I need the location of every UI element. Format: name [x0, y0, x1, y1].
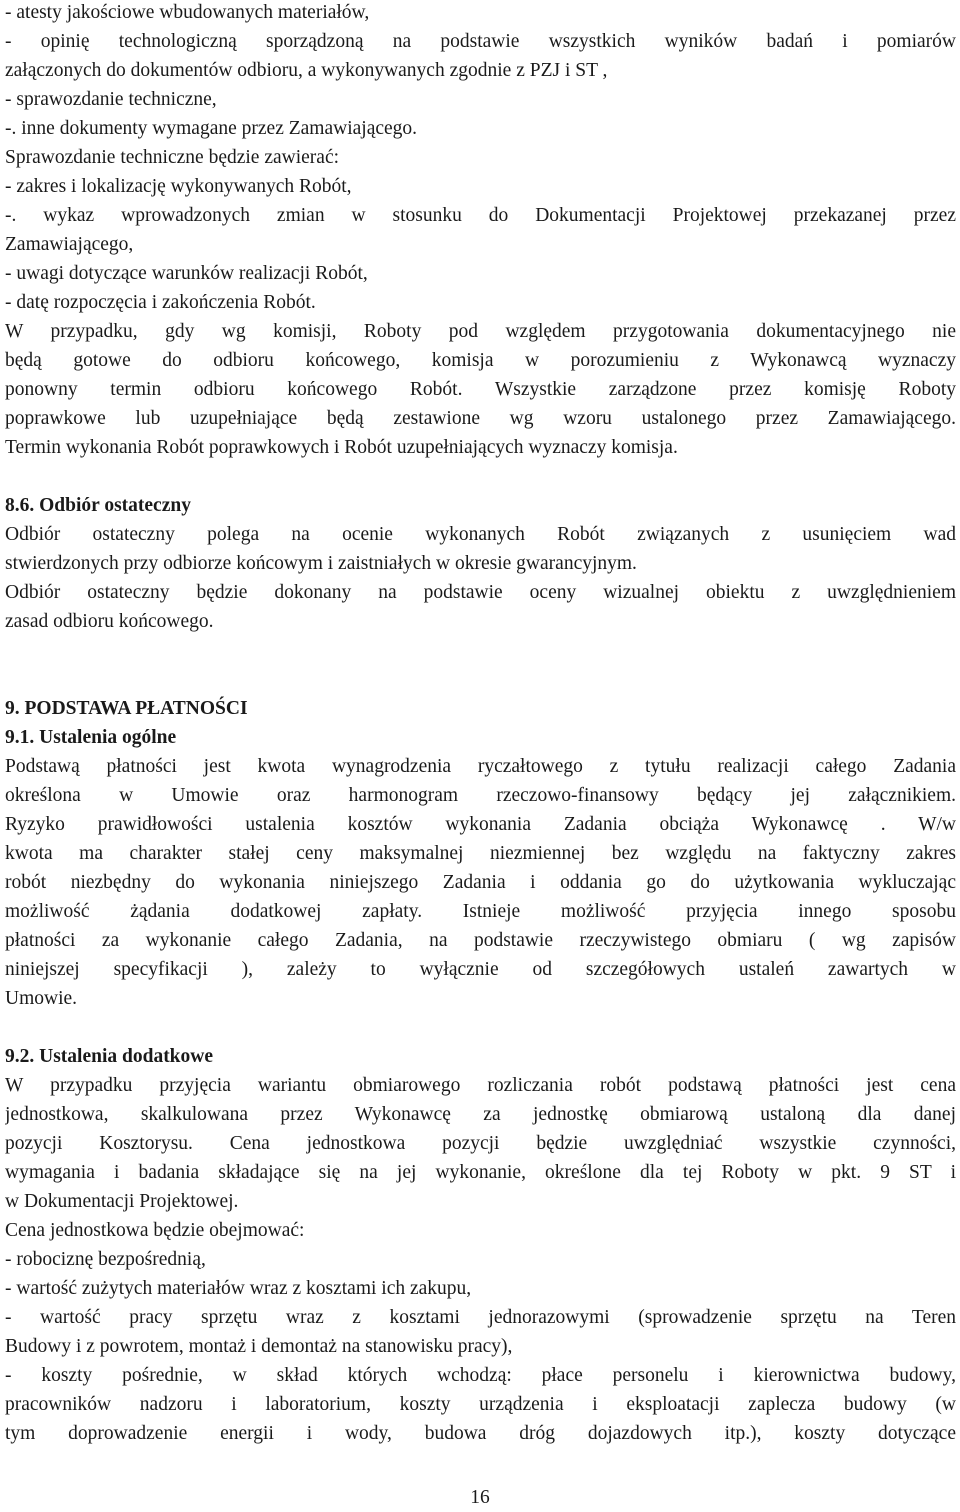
- text-line: - robociznę bezpośrednią,: [5, 1249, 206, 1270]
- text-line: Budowy i z powrotem, montaż i demontaż na stanowisku pracy),: [5, 1336, 513, 1357]
- page-number: 16: [470, 1487, 490, 1508]
- page-content: [5, 0, 956, 1448]
- text-line: W przypadku, gdy wg komisji, Roboty pod względem przygotowania dokumentacyjnego nie: [5, 321, 956, 342]
- text-line: - wartość pracy sprzętu wraz z kosztami jednorazowymi (sprowadzenie sprzętu na Teren: [5, 1307, 956, 1328]
- section-heading: 9.2. Ustalenia dodatkowe: [5, 1046, 214, 1067]
- text-line: Cena jednostkowa będzie obejmować:: [5, 1220, 305, 1241]
- text-line: - datę rozpoczęcia i zakończenia Robót.: [5, 292, 316, 313]
- text-line: - uwagi dotyczące warunków realizacji Robót,: [5, 263, 368, 284]
- text-line: Zamawiającego,: [5, 234, 134, 255]
- text-line: Ryzyko prawidłowości ustalenia kosztów wykonania Zadania obciąża Wykonawcę . W/w: [5, 814, 956, 835]
- text-line: załączonych do dokumentów odbioru, a wykonywanych zgodnie z PZJ i ST ,: [5, 60, 608, 81]
- section-8-6: [5, 491, 956, 636]
- text-line: -. inne dokumenty wymagane przez Zamawiającego.: [5, 118, 418, 139]
- chapter-heading: 9. PODSTAWA PŁATNOŚCI: [5, 698, 248, 719]
- paragraph-final-acceptance-docs: [5, 0, 956, 462]
- spacer: [5, 636, 956, 694]
- text-line: jednostkowa, skalkulowana przez Wykonawcę za jednostkę obmiarową ustaloną dla danej: [5, 1104, 956, 1125]
- text-line: określona w Umowie oraz harmonogram rzeczowo-finansowy będący jej załącznikiem.: [5, 785, 956, 806]
- spacer: [5, 1013, 956, 1042]
- text-line: będą gotowe do odbioru końcowego, komisja w porozumieniu z Wykonawcą wyznaczy: [5, 350, 956, 371]
- text-line: poprawkowe lub uzupełniające będą zestawione wg wzoru ustalonego przez Zamawiającego.: [5, 408, 956, 429]
- text-line: tym doprowadzenie energii i wody, budowa dróg dojazdowych itp.), koszty dotyczące: [5, 1423, 956, 1444]
- text-line: niniejszej specyfikacji ), zależy to wyłącznie od szczegółowych ustaleń zawartych w: [5, 959, 956, 980]
- text-line: -. wykaz wprowadzonych zmian w stosunku do Dokumentacji Projektowej przekazanej przez: [5, 205, 956, 226]
- text-line: Sprawozdanie techniczne będzie zawierać:: [5, 147, 340, 168]
- section-heading: 9.1. Ustalenia ogólne: [5, 727, 177, 748]
- text-line: w Dokumentacji Projektowej.: [5, 1191, 239, 1212]
- text-line: wymagania i badania składające się na jej wykonanie, określone dla tej Roboty w pkt. 9 ST i: [5, 1162, 956, 1183]
- text-line: Odbiór ostateczny polega na ocenie wykonanych Robót związanych z usunięciem wad: [5, 524, 956, 545]
- text-line: pracowników nadzoru i laboratorium, koszty urządzenia i eksploatacji zaplecza budowy (w: [5, 1394, 956, 1415]
- text-line: - sprawozdanie techniczne,: [5, 89, 217, 110]
- text-line: Umowie.: [5, 988, 78, 1009]
- section-heading: 8.6. Odbiór ostateczny: [5, 495, 191, 516]
- text-line: możliwość żądania dodatkowej zapłaty. Istnieje możliwość przyjęcia innego sposobu: [5, 901, 956, 922]
- text-line: W przypadku przyjęcia wariantu obmiarowego rozliczania robót podstawą płatności jest cena: [5, 1075, 956, 1096]
- text-line: robót niezbędny do wykonania niniejszego Zadania i oddania go do użytkowania wykluczając: [5, 872, 956, 893]
- section-9-2: [5, 1042, 956, 1448]
- text-line: - koszty pośrednie, w skład których wchodzą: płace personelu i kierownictwa budowy,: [5, 1365, 956, 1386]
- text-line: płatności za wykonanie całego Zadania, na podstawie rzeczywistego obmiaru ( wg zapisów: [5, 930, 956, 951]
- section-9: [5, 694, 956, 723]
- text-line: kwota ma charakter stałej ceny maksymalnej niezmiennej bez względu na faktyczny zakres: [5, 843, 956, 864]
- text-line: - opinię technologiczną sporządzoną na podstawie wszystkich wyników badań i pomiarów: [5, 31, 956, 52]
- text-line: stwierdzonych przy odbiorze końcowym i zaistniałych w okresie gwarancyjnym.: [5, 553, 637, 574]
- text-line: ponowny termin odbioru końcowego Robót. Wszystkie zarządzone przez komisję Roboty: [5, 379, 956, 400]
- text-line: Podstawą płatności jest kwota wynagrodzenia ryczałtowego z tytułu realizacji całego Zadania: [5, 756, 956, 777]
- text-line: pozycji Kosztorysu. Cena jednostkowa pozycji będzie uwzględniać wszystkie czynności,: [5, 1133, 956, 1154]
- spacer: [5, 462, 956, 491]
- text-line: Termin wykonania Robót poprawkowych i Robót uzupełniających wyznaczy komisja.: [5, 437, 678, 458]
- section-9-1: [5, 723, 956, 1013]
- text-line: - zakres i lokalizację wykonywanych Robót,: [5, 176, 352, 197]
- text-line: - wartość zużytych materiałów wraz z kosztami ich zakupu,: [5, 1278, 472, 1299]
- text-line: - atesty jakościowe wbudowanych materiałów,: [5, 2, 370, 23]
- text-line: Odbiór ostateczny będzie dokonany na podstawie oceny wizualnej obiektu z uwzględnieniem: [5, 582, 956, 603]
- text-line: zasad odbioru końcowego.: [5, 611, 214, 632]
